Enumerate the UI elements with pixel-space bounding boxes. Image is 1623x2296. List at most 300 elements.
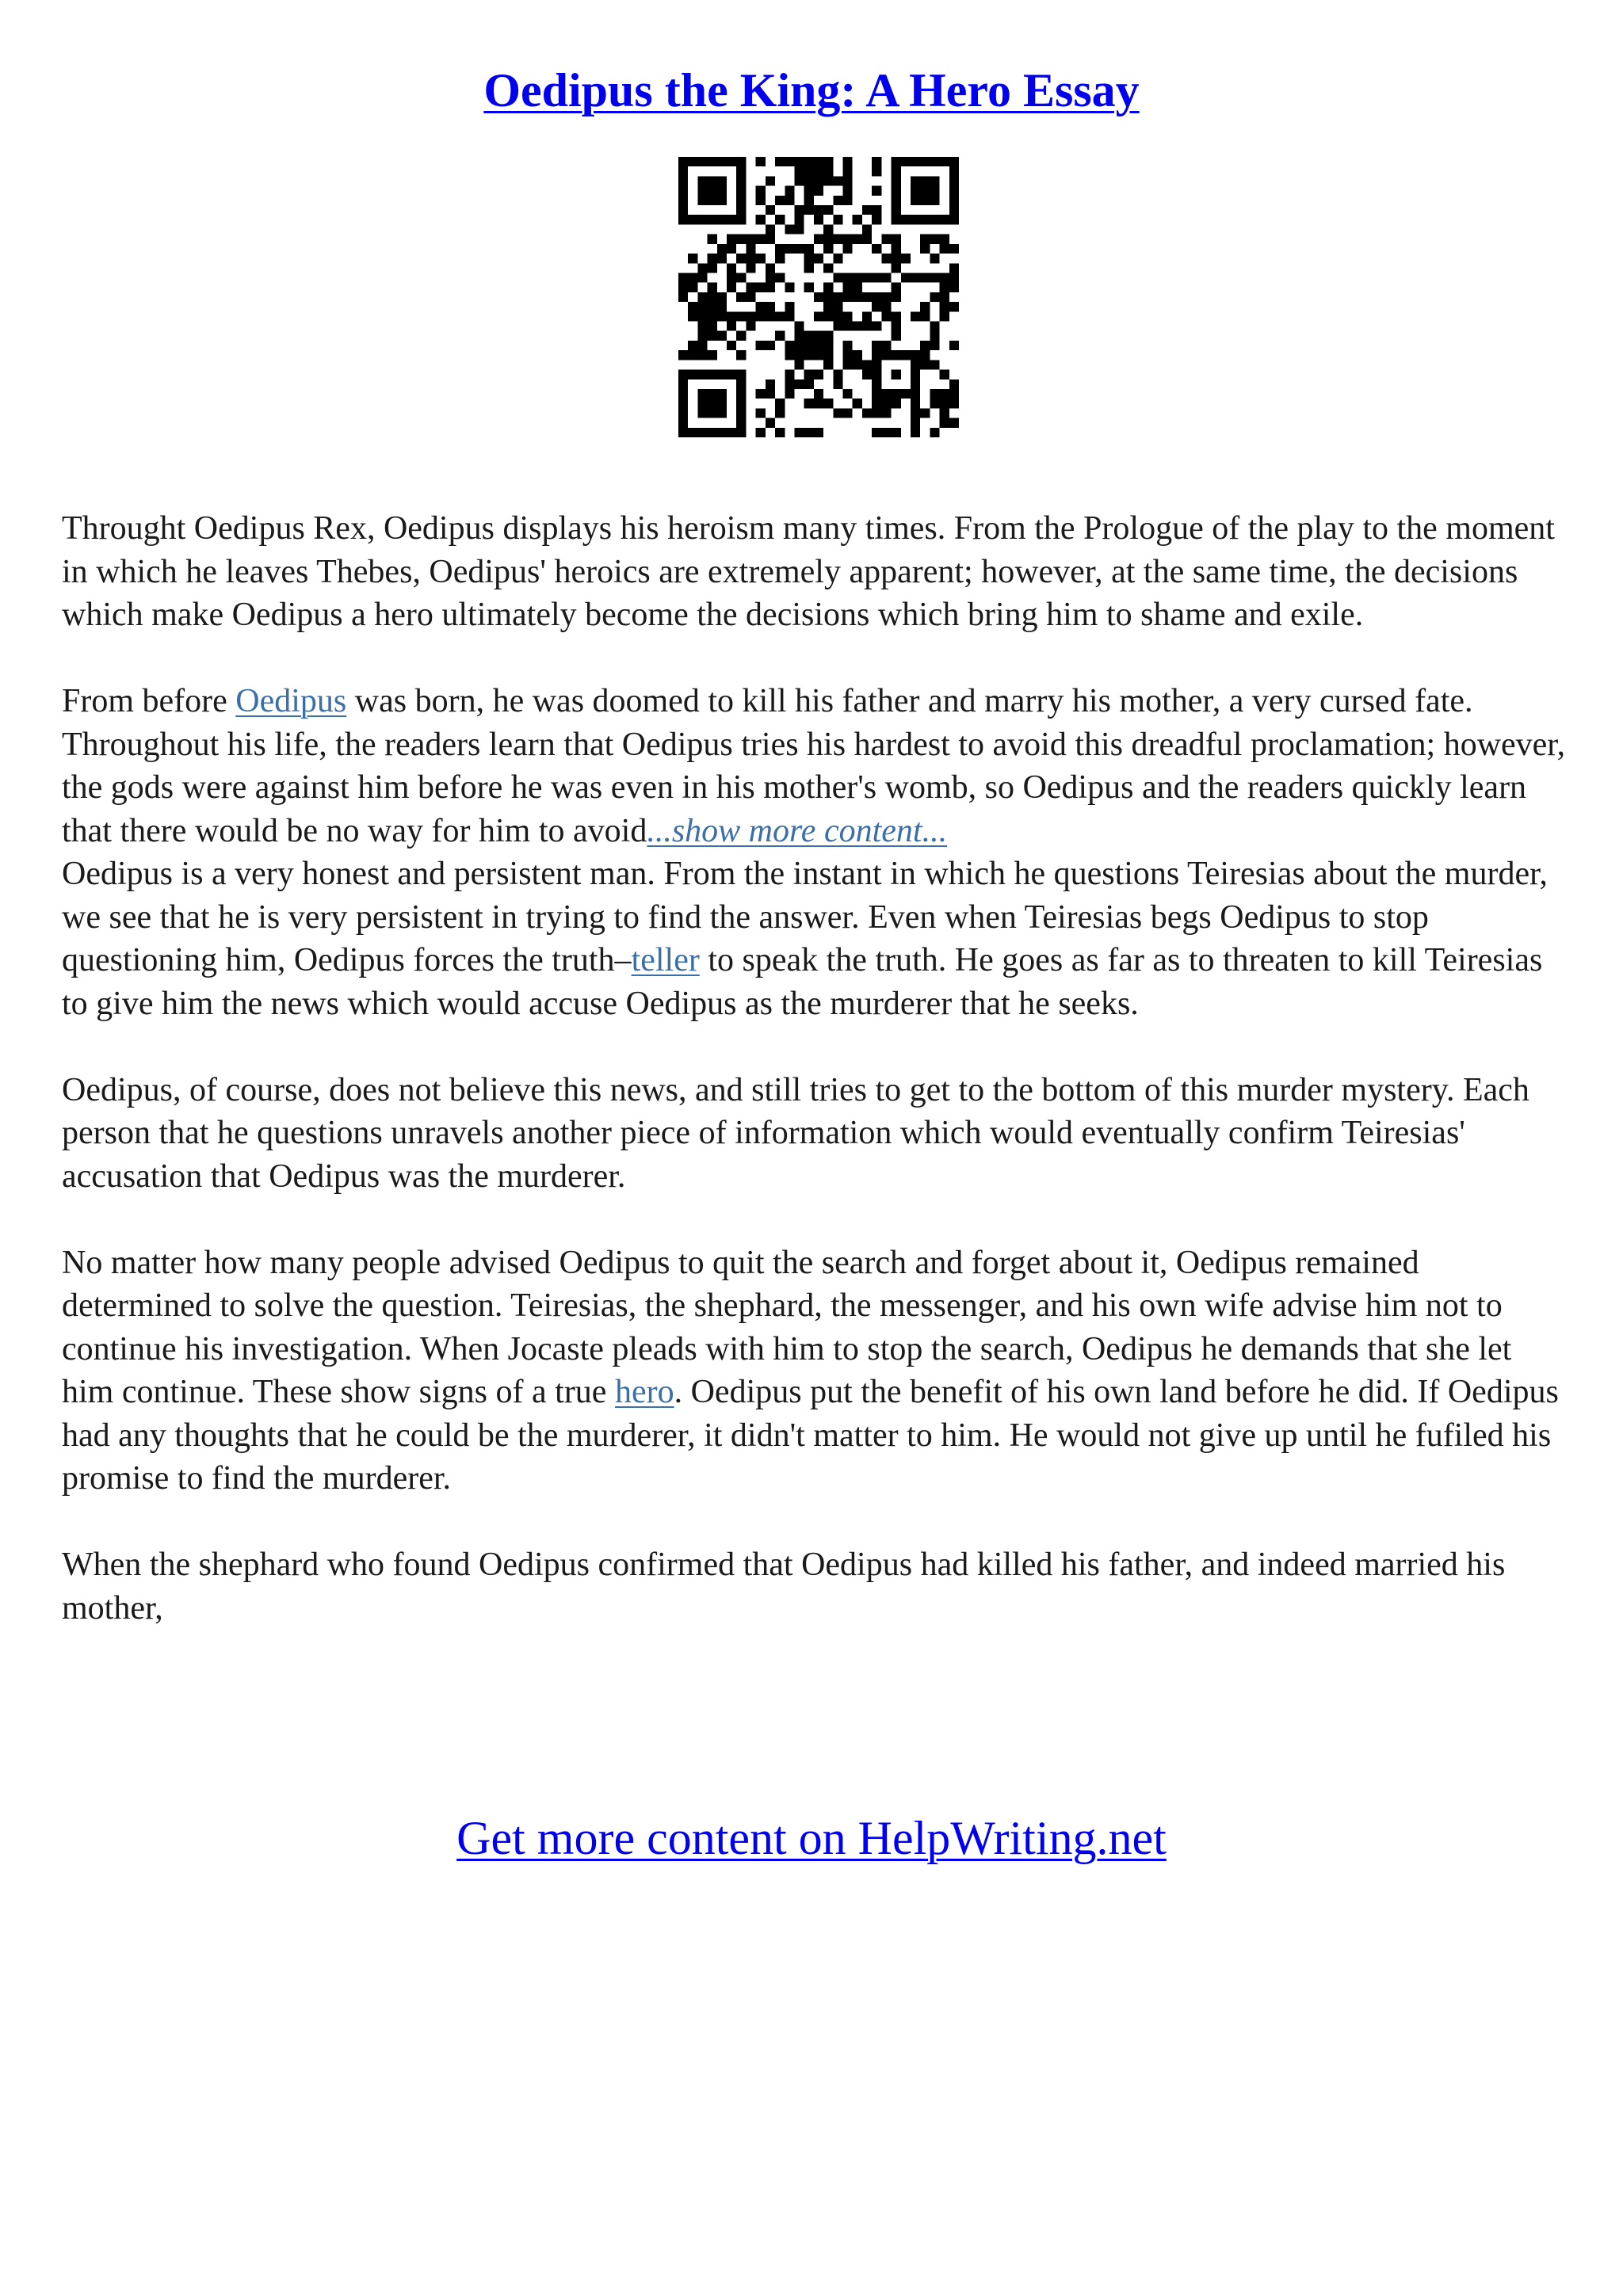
qr-module [881,389,891,399]
qr-module [775,408,785,418]
qr-module [949,157,959,166]
qr-module [892,157,901,166]
qr-module [949,399,959,408]
link-oedipus[interactable]: Oedipus [235,683,347,719]
qr-module [697,399,707,408]
qr-module [862,322,872,331]
qr-module [853,283,862,292]
qr-module [678,292,688,302]
qr-module [804,370,814,379]
qr-module [804,254,814,263]
qr-module [892,215,901,224]
qr-module [940,370,949,379]
qr-module [892,292,901,302]
qr-module [688,311,697,321]
qr-module [833,176,842,185]
qr-module [678,196,688,205]
qr-module [736,311,746,321]
qr-module [843,186,853,196]
qr-module [736,205,746,215]
qr-module [775,311,785,321]
qr-module [872,379,881,389]
qr-module [727,322,736,331]
qr-module [930,322,939,331]
qr-module [736,186,746,196]
qr-module [708,283,717,292]
qr-module [766,273,775,282]
qr-module [920,176,930,185]
qr-module [862,360,872,369]
qr-module [892,166,901,176]
qr-module [794,428,804,437]
qr-module [708,428,717,437]
qr-module [756,408,766,418]
qr-module [717,196,727,205]
qr-module [717,302,727,311]
qr-module [892,370,901,379]
qr-module [727,370,736,379]
qr-module [833,302,842,311]
qr-module [853,273,862,282]
qr-module [814,235,823,244]
qr-module [697,322,707,331]
qr-module [794,157,804,166]
qr-module [697,263,707,273]
show-more-link[interactable]: ...show more content... [647,812,948,849]
qr-module [746,244,755,254]
qr-module [678,399,688,408]
qr-module [833,370,842,379]
qr-module [930,157,939,166]
qr-module [920,196,930,205]
qr-module [892,254,901,263]
qr-module [756,428,766,437]
qr-module [872,292,881,302]
qr-module [688,254,697,263]
qr-module [756,186,766,196]
qr-module [892,389,901,399]
title-link[interactable]: Oedipus the King: A Hero Essay [483,64,1140,116]
qr-module [814,157,823,166]
qr-module [785,370,794,379]
qr-module [708,302,717,311]
qr-module [823,360,833,369]
qr-module [892,331,901,341]
qr-module [766,389,775,399]
qr-module [678,186,688,196]
qr-module [930,389,939,399]
qr-module [940,418,949,428]
qr-module [872,350,881,360]
qr-module [717,408,727,418]
qr-module [823,235,833,244]
qr-module [843,283,853,292]
qr-code-icon [678,157,959,437]
qr-module [833,292,842,302]
qr-module [814,341,823,350]
paragraph-1: Throught Oedipus Rex, Oedipus displays his heroism many times. From the Prologue of the play to the moment in which he leaves Thebes, Oedipus' heroics are extremely apparent; however, at the same time, the decisions which make Oedipus a hero ultimately become the decisions which bring him to shame and exile. [62,510,1555,633]
qr-module [756,157,766,166]
qr-module [794,205,804,215]
qr-module [756,283,766,292]
qr-module [833,273,842,282]
qr-module [881,341,891,350]
qr-module [940,311,949,321]
qr-module [920,157,930,166]
qr-module [688,283,697,292]
qr-module [853,350,862,360]
qr-module [708,215,717,224]
qr-module [727,215,736,224]
qr-module [843,408,853,418]
qr-module [775,254,785,263]
qr-module [688,302,697,311]
qr-module [727,341,736,350]
qr-module [678,418,688,428]
qr-module [746,283,755,292]
qr-module [881,399,891,408]
qr-module [853,235,862,244]
qr-module [804,341,814,350]
qr-module [794,350,804,360]
qr-module [717,157,727,166]
qr-module [727,311,736,321]
qr-module [940,273,949,282]
qr-module [881,273,891,282]
qr-module [862,292,872,302]
qr-module [678,157,688,166]
qr-module [804,399,814,408]
qr-module [746,311,755,321]
qr-module [949,283,959,292]
qr-module [746,292,755,302]
qr-module [736,157,746,166]
qr-module [872,399,881,408]
qr-module [785,157,794,166]
qr-module [872,166,881,176]
qr-module [697,341,707,350]
qr-module [892,244,901,254]
qr-module [736,196,746,205]
qr-module [775,157,785,166]
qr-module [930,186,939,196]
qr-module [881,292,891,302]
qr-module [804,283,814,292]
qr-module [736,350,746,360]
qr-module [766,224,775,234]
qr-module [881,428,891,437]
qr-module [911,273,920,282]
qr-module [775,273,785,282]
qr-module [736,176,746,185]
qr-module [766,341,775,350]
qr-module [736,215,746,224]
qr-module [901,215,911,224]
qr-module [775,215,785,224]
qr-module [688,341,697,350]
qr-module [843,322,853,331]
qr-module [833,196,842,205]
qr-module [736,408,746,418]
qr-module [901,273,911,282]
qr-module [833,235,842,244]
qr-module [949,302,959,311]
qr-module [843,292,853,302]
qr-module [814,370,823,379]
qr-module [892,399,901,408]
footer [0,1808,1623,1868]
qr-module [872,273,881,282]
qr-module [920,186,930,196]
paragraph-2: From before Oedipus was born, he was doomed to kill his father and marry his mother, a very cursed fate. Throughout his life, the readers learn that Oedipus tries his hardest to avoid this dreadful proclamation; however, the gods were against him before he was even in his mother's womb, so Oedipus and the readers quickly learn that there would be no way for him to avoid...show more content... [62,683,1566,849]
qr-module [794,379,804,389]
qr-module [843,389,853,399]
qr-module [804,350,814,360]
qr-module [823,399,833,408]
qr-module [794,322,804,331]
qr-module [911,389,920,399]
qr-module [872,428,881,437]
qr-module [843,311,853,321]
qr-module [843,244,853,254]
qr-module [736,166,746,176]
qr-module [678,176,688,185]
qr-module [678,283,688,292]
qr-module [804,428,814,437]
qr-module [853,215,862,224]
qr-module [697,292,707,302]
qr-module [717,244,727,254]
qr-module [736,428,746,437]
qr-module [804,186,814,196]
qr-module [775,331,785,341]
qr-module [794,215,804,224]
footer-link[interactable]: Get more content on HelpWriting.net [456,1812,1167,1864]
qr-module [794,224,804,234]
qr-module [911,186,920,196]
qr-module [736,331,746,341]
qr-module [930,215,939,224]
qr-module [727,273,736,282]
qr-module [814,350,823,360]
qr-module [862,235,872,244]
qr-module [708,370,717,379]
qr-module [708,235,717,244]
qr-module [708,254,717,263]
paragraph-4: Oedipus, of course, does not believe this news, and still tries to get to the bottom of this murder mystery. Each person that he questions unravels another piece of information which would eventually confirm Teiresias' accusation that Oedipus was the murderer. [62,1071,1529,1195]
qr-module [785,341,794,350]
qr-module [911,196,920,205]
qr-module [949,205,959,215]
qr-module [717,428,727,437]
qr-module [736,399,746,408]
qr-module [785,389,794,399]
qr-module [843,166,853,176]
qr-module [949,244,959,254]
qr-module [697,215,707,224]
qr-module [708,322,717,331]
qr-module [736,370,746,379]
qr-module [823,224,833,234]
qr-module [940,292,949,302]
qr-module [785,283,794,292]
qr-module [708,176,717,185]
qr-module [920,244,930,254]
qr-module [940,399,949,408]
qr-module [697,196,707,205]
qr-module [678,389,688,399]
qr-module [708,292,717,302]
qr-module [833,408,842,418]
paragraph-6: When the shephard who found Oedipus confirmed that Oedipus had killed his father, and indeed married his mother, [62,1547,1506,1627]
qr-module [833,379,842,389]
qr-module [930,428,939,437]
qr-module [708,186,717,196]
qr-module [881,235,891,244]
qr-module [756,215,766,224]
qr-module [823,205,833,215]
qr-module [881,350,891,360]
qr-module [727,157,736,166]
qr-module [697,273,707,282]
qr-module [708,389,717,399]
qr-module [872,244,881,254]
qr-module [756,196,766,205]
qr-module [814,399,823,408]
qr-module [940,235,949,244]
qr-module [736,379,746,389]
qr-module [930,292,939,302]
qr-module [930,235,939,244]
qr-module [823,350,833,360]
qr-module [785,224,794,234]
qr-module [940,157,949,166]
qr-module [930,331,939,341]
qr-module [823,341,833,350]
qr-module [775,399,785,408]
qr-module [892,235,901,244]
qr-module [823,176,833,185]
qr-module [949,389,959,399]
qr-module [814,331,823,341]
qr-module [949,215,959,224]
qr-module [892,322,901,331]
qr-module [727,263,736,273]
qr-module [892,176,901,185]
qr-module [678,408,688,418]
qr-module [736,418,746,428]
qr-module [862,311,872,321]
qr-module [814,205,823,215]
qr-module [911,379,920,389]
qr-module [930,273,939,282]
qr-module [843,273,853,282]
qr-module [717,215,727,224]
qr-module [862,370,872,379]
qr-module [911,360,920,369]
qr-module [785,244,794,254]
qr-module [881,302,891,311]
qr-module [911,370,920,379]
qr-module [756,341,766,350]
qr-module [785,302,794,311]
paragraph-3: Oedipus is a very honest and persistent man. From the instant in which he questions Teiresias about the murder, we see that he is very persistent in trying to find the answer. Even when Teiresias begs Oedipus to stop questioning him, Oedipus forces the truth–teller to speak the truth. He goes as far as to threaten to kill Teiresias to give him the news which would accuse Oedipus as the murderer that he seeks. [62,856,1548,1022]
qr-module [949,341,959,350]
qr-module [688,350,697,360]
qr-module [911,408,920,418]
qr-module [697,331,707,341]
qr-module [727,283,736,292]
qr-module [708,311,717,321]
qr-module [708,157,717,166]
qr-module [892,205,901,215]
qr-module [872,302,881,311]
qr-module [940,244,949,254]
qr-module [853,399,862,408]
qr-module [717,186,727,196]
qr-module [901,350,911,360]
qr-module [872,370,881,379]
qr-module [949,418,959,428]
qr-module [697,302,707,311]
qr-module [766,176,775,185]
qr-module [833,322,842,331]
qr-module [911,176,920,185]
qr-module [872,322,881,331]
qr-module [697,370,707,379]
qr-module [940,215,949,224]
qr-module [708,399,717,408]
qr-module [940,389,949,399]
qr-module [823,283,833,292]
qr-module [766,235,775,244]
qr-module [804,157,814,166]
qr-module [678,428,688,437]
link-teller[interactable]: teller [631,942,700,978]
page-title [0,60,1623,120]
qr-module [688,370,697,379]
paragraph-5: No matter how many people advised Oedipus to quit the search and forget about it, Oedipus remained determined to solve the question. Teiresias, the shephard, the messenger, and his own wife advise him not to continue his investigation. When Jocaste pleads with him to stop the search, Oedipus he demands that she let him continue. These show signs of a true hero. Oedipus put the benefit of his own land before he did. If Oedipus had any thoughts that he could be the murderer, it didn't matter to him. He would not give up until he fufiled his promise to find the murderer. [62,1244,1559,1497]
qr-module [843,350,853,360]
qr-module [843,176,853,185]
qr-module [756,311,766,321]
qr-module [688,273,697,282]
qr-module [804,166,814,176]
qr-module [678,215,688,224]
qr-module [940,302,949,311]
qr-module [814,186,823,196]
qr-module [717,292,727,302]
qr-module [766,302,775,311]
qr-module [736,273,746,282]
qr-module [872,389,881,399]
qr-module [717,311,727,321]
qr-module [775,244,785,254]
link-hero[interactable]: hero [614,1374,674,1410]
qr-module [794,244,804,254]
qr-module [872,157,881,166]
qr-module [949,176,959,185]
qr-module [794,166,804,176]
qr-module [872,215,881,224]
qr-module [746,322,755,331]
qr-module [949,196,959,205]
qr-module [746,235,755,244]
qr-module [823,292,833,302]
qr-module [823,244,833,254]
qr-module [804,205,814,215]
qr-module [766,418,775,428]
